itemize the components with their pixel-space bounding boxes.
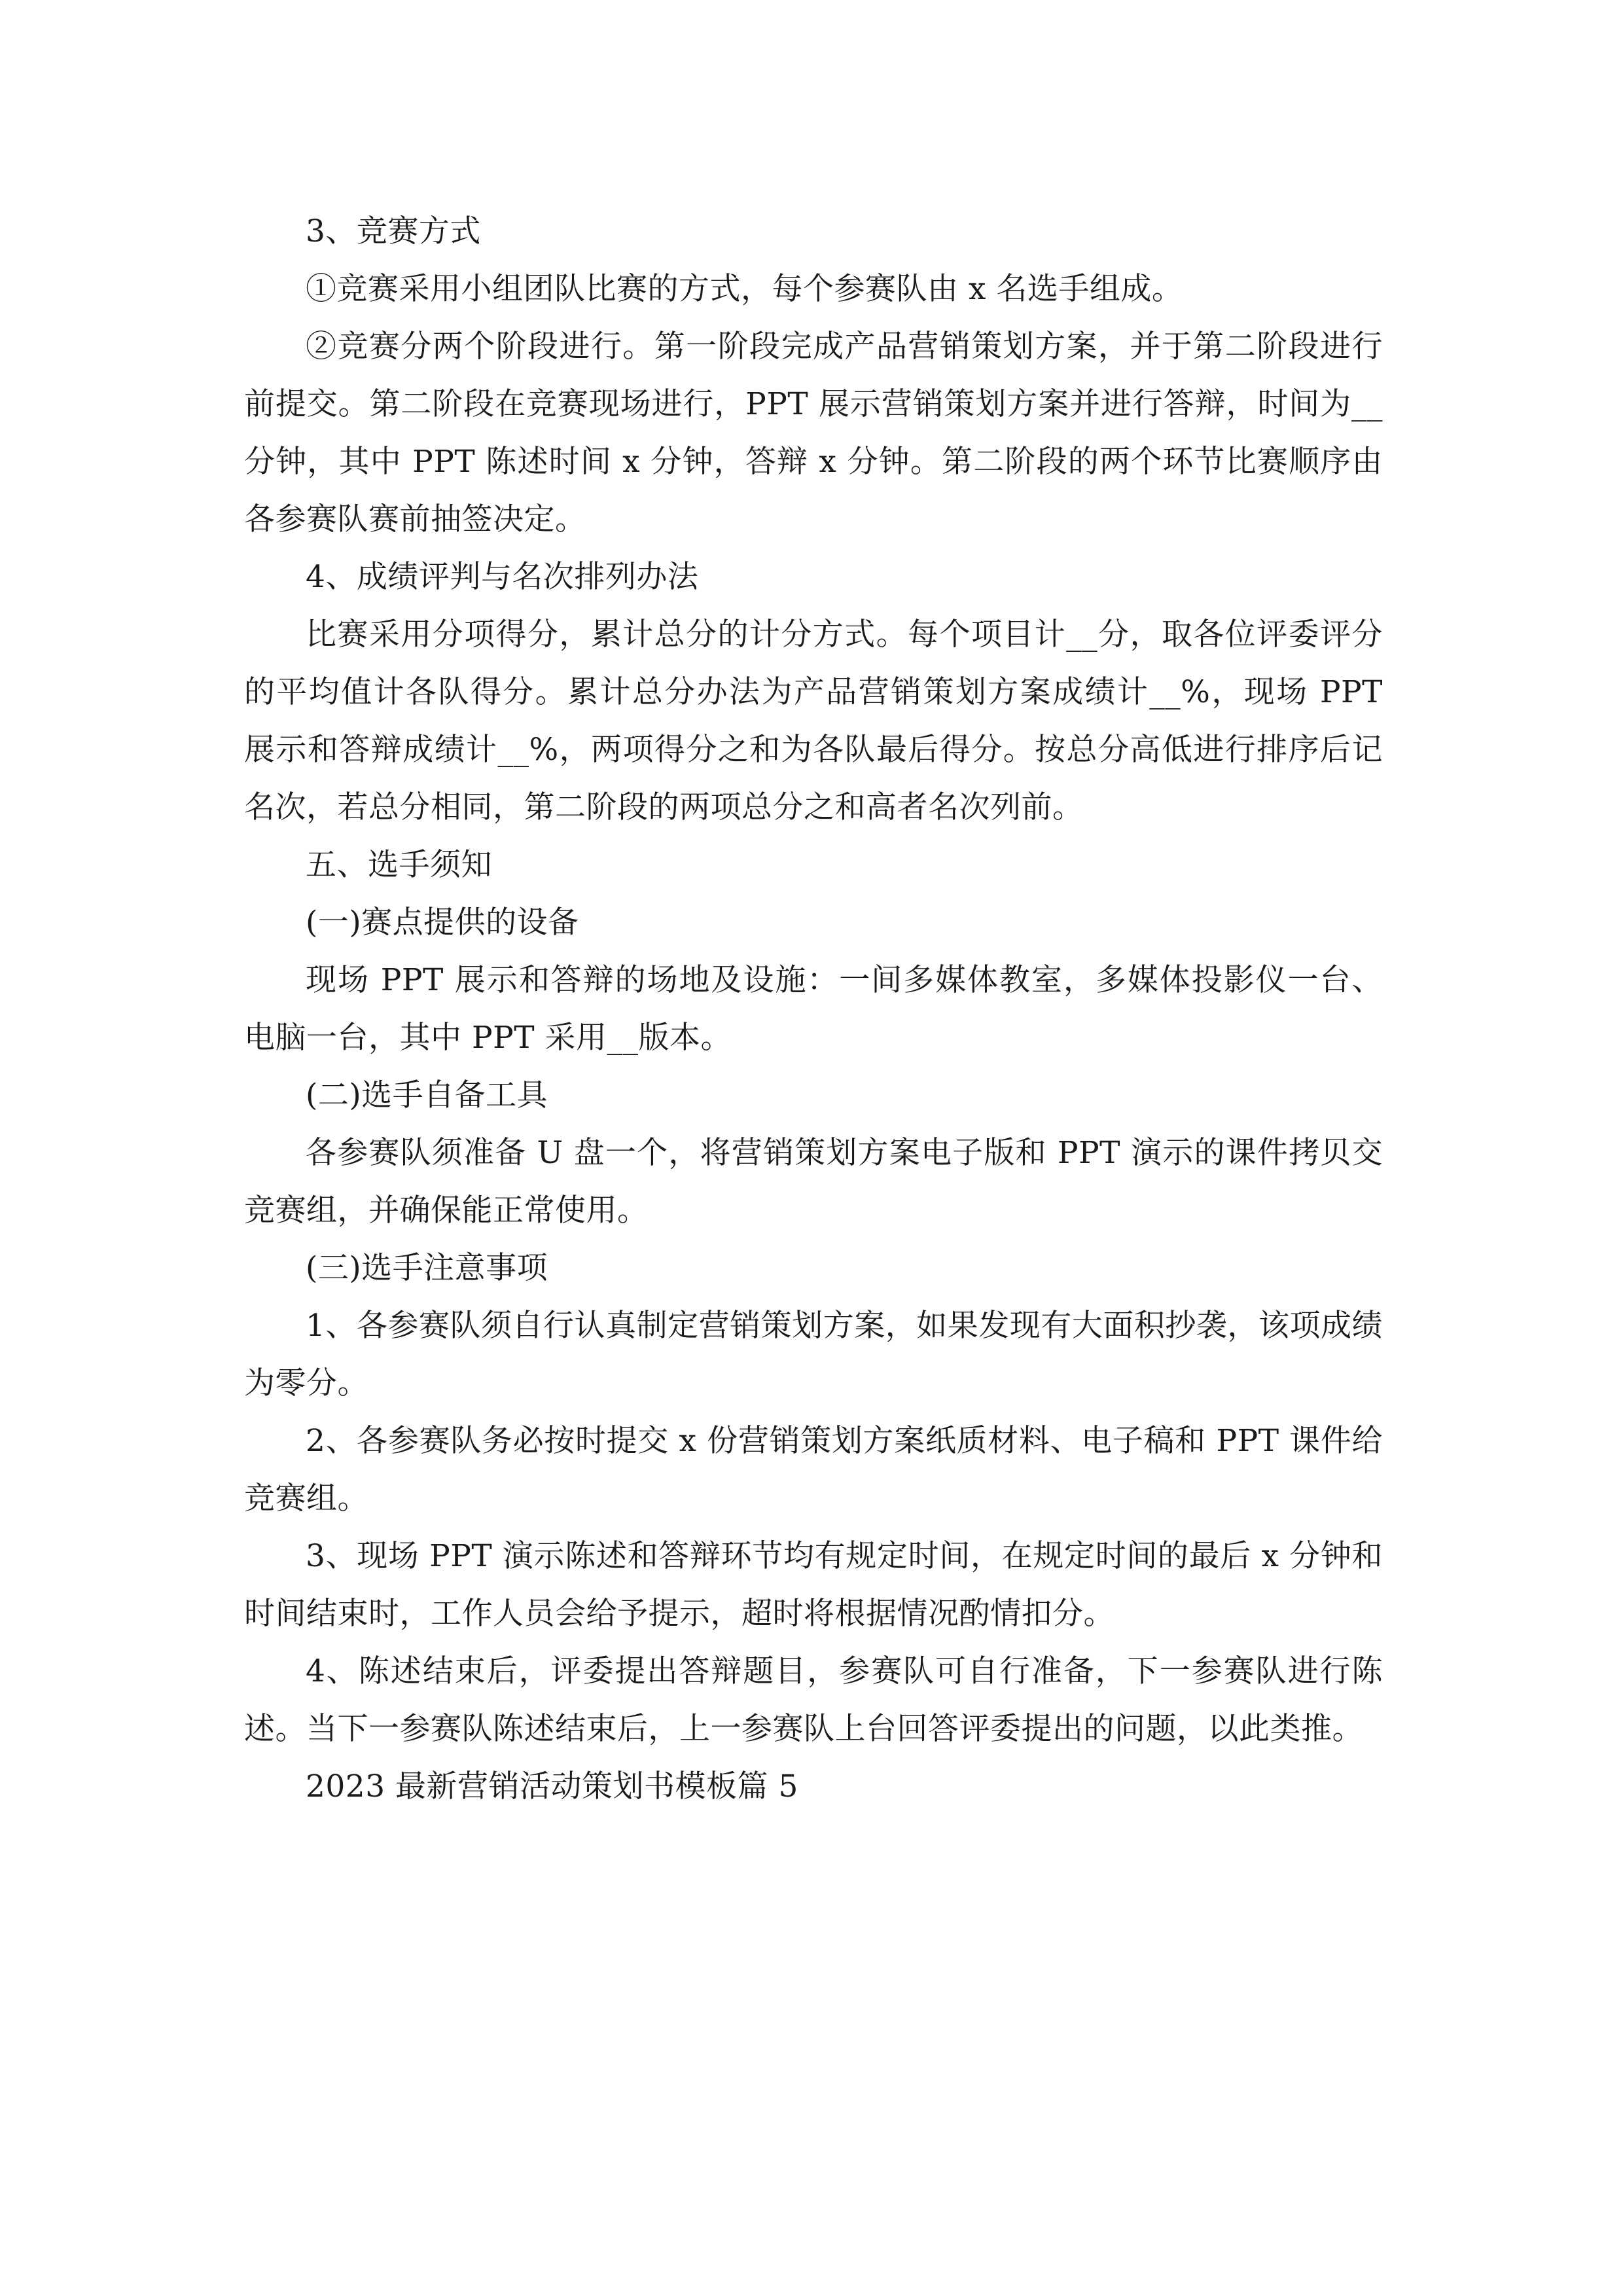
paragraph-self-prepared-tools: 各参赛队须准备 U 盘一个，将营销策划方案电子版和 PPT 演示的课件拷贝交竞赛组，并确保能正常使用。: [244, 1135, 1383, 1229]
section-heading-competition-format: 3、竞赛方式: [306, 213, 481, 249]
paragraph-venue-equipment: 现场 PPT 展示和答辩的场地及设施：一间多媒体教室，多媒体投影仪一台、电脑一台，其中 PPT 采用__版本。: [244, 962, 1383, 1056]
paragraph-precaution-3: 3、现场 PPT 演示陈述和答辩环节均有规定时间，在规定时间的最后 x 分钟和时间结束时，工作人员会给予提示，超时将根据情况酌情扣分。: [244, 1538, 1383, 1632]
document-body: [244, 203, 1383, 1816]
paragraph-competition-stages: ②竞赛分两个阶段进行。第一阶段完成产品营销策划方案，并于第二阶段进行前提交。第二阶段在竞赛现场进行，PPT 展示营销策划方案并进行答辩，时间为__分钟，其中 PPT 陈述时间 x 分钟，答辩 x 分钟。第二阶段的两个环节比赛顺序由各参赛队赛前抽签决定。: [244, 329, 1383, 537]
section-heading-scoring-ranking: 4、成绩评判与名次排列办法: [306, 559, 699, 595]
paragraph-precaution-4: 4、陈述结束后，评委提出答辩题目，参赛队可自行准备，下一参赛队进行陈述。当下一参赛队陈述结束后，上一参赛队上台回答评委提出的问题，以此类推。: [244, 1653, 1383, 1747]
paragraph-precaution-2: 2、各参赛队务必按时提交 x 份营销策划方案纸质材料、电子稿和 PPT 课件给竞赛组。: [244, 1423, 1383, 1516]
subheading-contestant-precautions: (三)选手注意事项: [306, 1250, 548, 1286]
section-heading-contestant-notice: 五、选手须知: [306, 847, 492, 883]
paragraph-scoring-method: 比赛采用分项得分，累计总分的计分方式。每个项目计__分，取各位评委评分的平均值计各队得分。累计总分办法为产品营销策划方案成绩计__%，现场 PPT 展示和答辩成绩计__%，两项得分之和为各队最后得分。按总分高低进行排序后记名次，若总分相同，第二阶段的两项总分之和高者名次列前。: [244, 617, 1383, 825]
subheading-self-prepared-tools: (二)选手自备工具: [306, 1077, 548, 1113]
section-heading-template-5: 2023 最新营销活动策划书模板篇 5: [306, 1768, 798, 1804]
paragraph-team-composition: ①竞赛采用小组团队比赛的方式，每个参赛队由 x 名选手组成。: [306, 271, 1183, 307]
subheading-venue-equipment: (一)赛点提供的设备: [306, 905, 579, 941]
paragraph-precaution-1: 1、各参赛队须自行认真制定营销策划方案，如果发现有大面积抄袭，该项成绩为零分。: [244, 1308, 1383, 1401]
